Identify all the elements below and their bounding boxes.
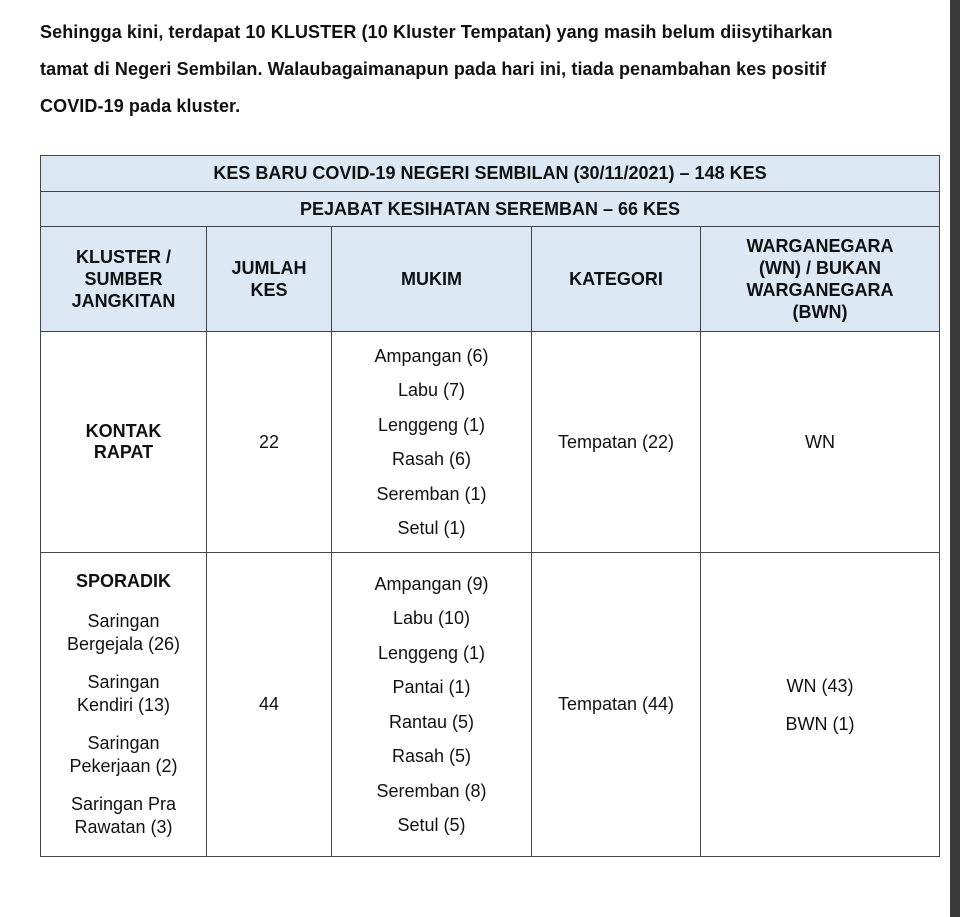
kluster-sub-line: Saringan (87, 610, 160, 631)
kluster-sub-item (41, 610, 206, 656)
mukim-cell (332, 553, 532, 857)
mukim-item: Seremban (8) (376, 780, 487, 801)
header-kluster-line: JANGKITAN (71, 291, 176, 311)
header-warganegara-line: (BWN) (792, 302, 848, 322)
mukim-item: Setul (5) (397, 815, 466, 835)
kluster-sub-line: Saringan (87, 732, 160, 753)
kluster-line: RAPAT (93, 442, 154, 462)
right-edge-bar (950, 0, 960, 917)
header-jumlah (207, 227, 332, 332)
warganegara-item: WN (43) (786, 675, 854, 696)
warganegara-item: BWN (1) (785, 713, 855, 734)
jumlah-cell: 22 (207, 332, 332, 553)
header-mukim: MUKIM (332, 227, 532, 332)
kluster-title: SPORADIK (75, 570, 171, 591)
kategori-cell: Tempatan (44) (532, 553, 701, 857)
header-warganegara-line: (WN) / BUKAN (759, 258, 882, 278)
intro-line: tamat di Negeri Sembilan. Walaubagaimanapun pada hari ini, tiada penambahan kes positif (40, 59, 827, 79)
mukim-item: Seremban (1) (376, 483, 487, 504)
header-warganegara-line: WARGANEGARA (746, 280, 894, 300)
mukim-item: Setul (1) (397, 518, 466, 538)
warganegara-cell (701, 553, 940, 857)
header-warganegara-line: WARGANEGARA (746, 236, 894, 256)
covid-cases-table (40, 155, 940, 857)
kluster-line: KONTAK (85, 421, 162, 441)
intro-line: COVID-19 pada kluster. (40, 96, 241, 116)
mukim-item: Labu (7) (397, 380, 466, 400)
kluster-sub-line: Saringan Pra (70, 793, 177, 814)
mukim-item: Rasah (5) (391, 746, 472, 766)
kluster-sub-line: Saringan (87, 671, 160, 692)
mukim-item: Rasah (6) (391, 449, 472, 469)
header-kluster-line: SUMBER (84, 269, 163, 289)
mukim-item: Lenggeng (1) (377, 414, 486, 435)
mukim-item: Ampangan (6) (374, 345, 489, 366)
kluster-cell (41, 332, 207, 553)
mukim-item: Lenggeng (1) (377, 642, 486, 663)
kluster-sub-item (41, 671, 206, 717)
mukim-item: Ampangan (9) (374, 573, 489, 594)
table-header-row (41, 227, 940, 332)
kluster-sub-item (41, 732, 206, 778)
kluster-sub-line: Kendiri (13) (76, 694, 171, 715)
warganegara-item: WN (805, 432, 836, 452)
mukim-item: Rantau (5) (388, 711, 475, 732)
header-kluster (41, 227, 207, 332)
header-jumlah-line: KES (250, 280, 288, 300)
table-subtitle: PEJABAT KESIHATAN SEREMBAN – 66 KES (41, 192, 940, 227)
header-warganegara (701, 227, 940, 332)
intro-paragraph (40, 14, 930, 125)
jumlah-cell: 44 (207, 553, 332, 857)
table-row (41, 332, 940, 553)
header-kategori: KATEGORI (532, 227, 701, 332)
kluster-sub-line: Rawatan (3) (74, 816, 173, 837)
table-row (41, 553, 940, 857)
kluster-cell (41, 553, 207, 857)
mukim-item: Pantai (1) (392, 677, 471, 697)
kluster-sub-item (41, 793, 206, 839)
kategori-cell: Tempatan (22) (532, 332, 701, 553)
warganegara-cell (701, 332, 940, 553)
header-jumlah-line: JUMLAH (231, 258, 307, 278)
mukim-item: Labu (10) (392, 608, 471, 628)
intro-line: Sehingga kini, terdapat 10 KLUSTER (10 Kluster Tempatan) yang masih belum diisytiharkan (40, 22, 833, 42)
mukim-cell (332, 332, 532, 553)
kluster-sub-line: Bergejala (26) (66, 633, 181, 654)
table-title: KES BARU COVID-19 NEGERI SEMBILAN (30/11/2021) – 148 KES (41, 156, 940, 192)
header-kluster-line: KLUSTER / (75, 247, 171, 267)
kluster-sub-line: Pekerjaan (2) (69, 755, 178, 776)
